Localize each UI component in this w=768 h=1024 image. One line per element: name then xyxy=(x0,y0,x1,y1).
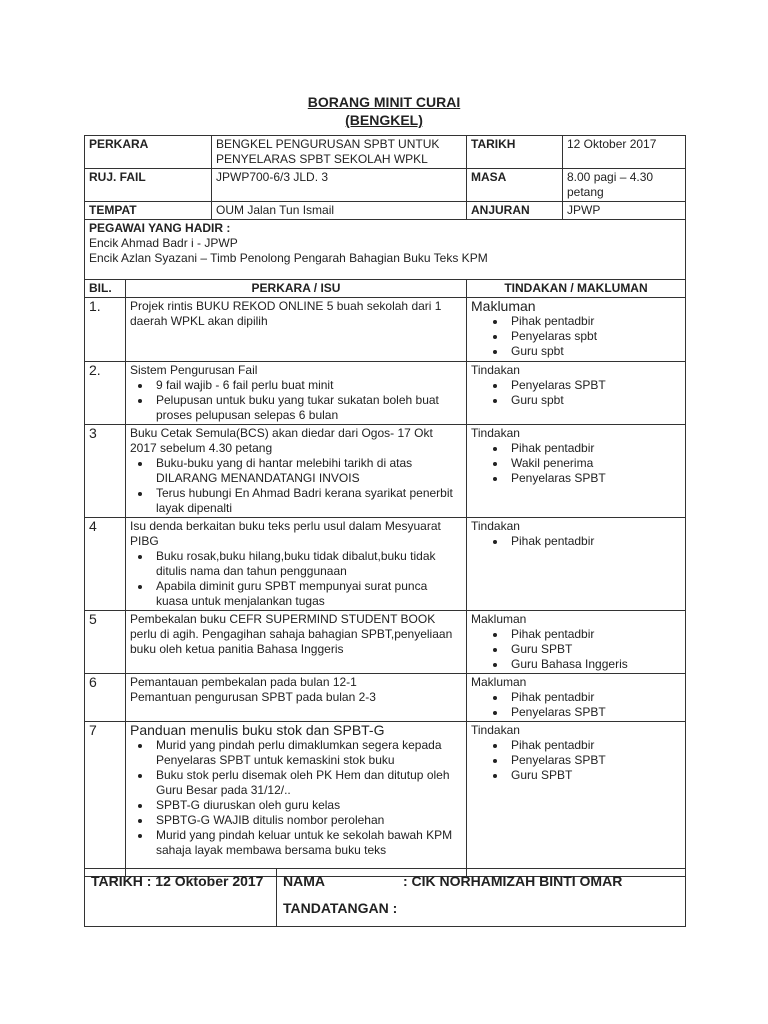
issue-cell xyxy=(126,518,467,611)
header-bil: BIL. xyxy=(85,280,126,298)
issue-text: Pembekalan buku CEFR SUPERMIND STUDENT BOOK perlu di agih. Pengagihan sahaja bahagian SPBT,penyeliaan buku oleh ketua panitia Bahasa Inggeris xyxy=(130,612,453,656)
issue-text: Panduan menulis buku stok dan SPBT-G xyxy=(130,722,385,738)
rujfail-label: RUJ. FAIL xyxy=(85,169,212,202)
table-row xyxy=(85,674,686,722)
table-row xyxy=(85,425,686,518)
issue-text: Isu denda berkaitan buku teks perlu usul dalam Mesyuarat PIBG xyxy=(130,519,441,548)
header-perkara: PERKARA / ISU xyxy=(126,280,467,298)
attendees-label: PEGAWAI YANG HADIR : xyxy=(89,221,231,235)
action-bullet: • Penyelaras spbt xyxy=(507,329,681,344)
action-cell xyxy=(467,362,686,425)
header-tindakan: TINDAKAN / MAKLUMAN xyxy=(467,280,686,298)
row-number: 2. xyxy=(85,362,126,425)
action-bullet: • Pihak pentadbir xyxy=(507,534,681,549)
action-cell xyxy=(467,298,686,362)
tarikh-label: TARIKH xyxy=(467,136,563,169)
issue-bullet-list xyxy=(130,549,462,609)
action-cell xyxy=(467,425,686,518)
action-bullet-list xyxy=(471,690,681,720)
action-cell xyxy=(467,518,686,611)
row-number: 7 xyxy=(85,722,126,877)
nama-label: NAMA xyxy=(283,873,325,889)
issue-bullet-list xyxy=(130,456,462,516)
row-number: 1. xyxy=(85,298,126,362)
meta-row-rujfail xyxy=(85,169,686,202)
action-bullet-list xyxy=(471,738,681,783)
issue-cell xyxy=(126,722,467,877)
anjuran-value: JPWP xyxy=(563,202,686,220)
form-subtitle: (BENGKEL) xyxy=(345,112,423,128)
attendees-row xyxy=(85,220,686,280)
issue-bullet: • Murid yang pindah perlu dimaklumkan segera kepada Penyelaras SPBT untuk kemaskini stok buku xyxy=(152,738,462,768)
footer-signature-cell xyxy=(277,869,686,927)
issue-bullet: • Buku stok perlu disemak oleh PK Hem dan ditutup oleh Guru Besar pada 31/12/.. xyxy=(152,768,462,798)
action-bullet: • Pihak pentadbir xyxy=(507,738,681,753)
action-heading: Tindakan xyxy=(471,363,520,377)
tempat-value: OUM Jalan Tun Ismail xyxy=(212,202,467,220)
issue-cell xyxy=(126,362,467,425)
minutes-table xyxy=(84,135,686,877)
action-bullet: • Pihak pentadbir xyxy=(507,314,681,329)
perkara-label: PERKARA xyxy=(85,136,212,169)
action-bullet: • Guru SPBT xyxy=(507,768,681,783)
issue-bullet: • 9 fail wajib - 6 fail perlu buat minit xyxy=(152,378,462,393)
attendee-2: Encik Azlan Syazani – Timb Penolong Pengarah Bahagian Buku Teks KPM xyxy=(89,251,488,265)
action-heading: Makluman xyxy=(471,298,536,314)
form-title: BORANG MINIT CURAI xyxy=(307,94,461,110)
action-bullet: • Pihak pentadbir xyxy=(507,441,681,456)
issue-bullet: • Terus hubungi En Ahmad Badri kerana syarikat penerbit layak dipenalti xyxy=(152,486,462,516)
meta-row-tempat xyxy=(85,202,686,220)
issue-text: Projek rintis BUKU REKOD ONLINE 5 buah sekolah dari 1 daerah WPKL akan dipilih xyxy=(130,299,442,328)
perkara-value: BENGKEL PENGURUSAN SPBT UNTUK PENYELARAS SPBT SEKOLAH WPKL xyxy=(212,136,467,169)
action-bullet: • Penyelaras SPBT xyxy=(507,753,681,768)
issue-bullet: • Buku rosak,buku hilang,buku tidak dibalut,buku tidak ditulis nama dan tahun penggunaan xyxy=(152,549,462,579)
row-number: 3 xyxy=(85,425,126,518)
action-bullet: • Penyelaras SPBT xyxy=(507,378,681,393)
issue-bullet: • Buku-buku yang di hantar melebihi tarikh di atas DILARANG MENANDATANGI INVOIS xyxy=(152,456,462,486)
action-cell xyxy=(467,611,686,674)
issue-bullet: • SPBTG-G WAJIB ditulis nombor perolehan xyxy=(152,813,462,828)
anjuran-label: ANJURAN xyxy=(467,202,563,220)
issue-bullet-list xyxy=(130,378,462,423)
issue-text: Sistem Pengurusan Fail xyxy=(130,363,258,377)
issue-cell xyxy=(126,425,467,518)
issue-bullet-list xyxy=(130,738,462,858)
tempat-label: TEMPAT xyxy=(85,202,212,220)
action-cell xyxy=(467,674,686,722)
action-bullet: • Wakil penerima xyxy=(507,456,681,471)
nama-line xyxy=(283,873,679,890)
issue-cell xyxy=(126,674,467,722)
masa-label: MASA xyxy=(467,169,563,202)
nama-value: : CIK NORHAMIZAH BINTI OMAR xyxy=(403,873,623,889)
action-bullet: • Pihak pentadbir xyxy=(507,627,681,642)
issue-cell xyxy=(126,611,467,674)
action-bullet: • Guru spbt xyxy=(507,393,681,408)
row-number: 6 xyxy=(85,674,126,722)
column-header-row xyxy=(85,280,686,298)
action-bullet: • Guru SPBT xyxy=(507,642,681,657)
issue-text: Buku Cetak Semula(BCS) akan diedar dari Ogos- 17 Okt 2017 sebelum 4.30 petang xyxy=(130,426,433,455)
action-bullet-list xyxy=(471,314,681,359)
action-bullet-list xyxy=(471,627,681,672)
action-bullet: • Penyelaras SPBT xyxy=(507,471,681,486)
meta-row-perkara xyxy=(85,136,686,169)
action-bullet: • Guru spbt xyxy=(507,344,681,359)
masa-value: 8.00 pagi – 4.30 petang xyxy=(563,169,686,202)
table-row xyxy=(85,611,686,674)
issue-bullet: • SPBT-G diuruskan oleh guru kelas xyxy=(152,798,462,813)
action-bullet: • Penyelaras SPBT xyxy=(507,705,681,720)
issue-bullet: • Pelupusan untuk buku yang tukar sukatan boleh buat proses pelupusan selepas 6 bulan xyxy=(152,393,462,423)
table-row xyxy=(85,722,686,877)
action-heading: Tindakan xyxy=(471,519,520,533)
action-cell xyxy=(467,722,686,877)
issue-cell xyxy=(126,298,467,362)
action-heading: Makluman xyxy=(471,675,527,689)
table-row xyxy=(85,518,686,611)
issue-bullet: • Apabila diminit guru SPBT mempunyai surat punca kuasa untuk menjalankan tugas xyxy=(152,579,462,609)
action-heading: Makluman xyxy=(471,612,527,626)
signature-row xyxy=(85,869,686,927)
action-bullet-list xyxy=(471,378,681,408)
table-row xyxy=(85,298,686,362)
row-number: 5 xyxy=(85,611,126,674)
issue-text: Pemantauan pembekalan pada bulan 12-1 Pemantuan pengurusan SPBT pada bulan 2-3 xyxy=(130,675,376,704)
footer-date: TARIKH : 12 Oktober 2017 xyxy=(85,869,277,927)
tandatangan-label: TANDATANGAN : xyxy=(283,900,398,916)
action-heading: Tindakan xyxy=(471,426,520,440)
action-bullet-list xyxy=(471,441,681,486)
action-heading: Tindakan xyxy=(471,723,520,737)
action-bullet: • Pihak pentadbir xyxy=(507,690,681,705)
attendees-cell xyxy=(85,220,686,280)
row-number: 4 xyxy=(85,518,126,611)
action-bullet: • Guru Bahasa Inggeris xyxy=(507,657,681,672)
table-row xyxy=(85,362,686,425)
signature-table xyxy=(84,868,686,927)
action-bullet-list xyxy=(471,534,681,549)
minutes-rows xyxy=(85,298,686,877)
issue-bullet: • Murid yang pindah keluar untuk ke sekolah bawah KPM sahaja layak membawa bersama buku teks xyxy=(152,828,462,858)
tarikh-value: 12 Oktober 2017 xyxy=(563,136,686,169)
attendee-1: Encik Ahmad Badr i - JPWP xyxy=(89,236,238,250)
rujfail-value: JPWP700-6/3 JLD. 3 xyxy=(212,169,467,202)
